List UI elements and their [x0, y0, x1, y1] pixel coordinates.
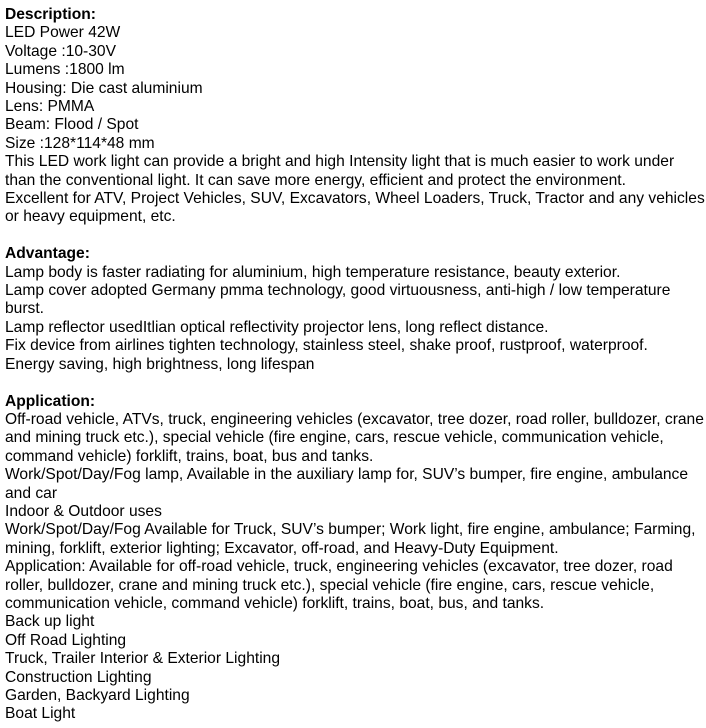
advantage-item: Lamp reflector usedItlian optical reflectivity projector lens, long reflect distance. [5, 318, 549, 336]
application-item: Truck, Trailer Interior & Exterior Lighting [5, 650, 281, 668]
application-item: Construction Lighting [5, 668, 152, 686]
application-item: Indoor & Outdoor uses [5, 502, 162, 520]
description-usage: Excellent for ATV, Project Vehicles, SUV, Excavators, Wheel Loaders, Truck, Tractor and any vehicles or heavy equipment, etc. [5, 190, 705, 226]
advantage-item: Lamp cover adopted Germany pmma technology, good virtuousness, anti-high / low temperature burst. [5, 282, 671, 318]
spec-beam: Beam: Flood / Spot [5, 116, 139, 134]
advantage-item: Energy saving, high brightness, long lifespan [5, 355, 315, 373]
application-item: Work/Spot/Day/Fog Available for Truck, SUV’s bumper; Work light, fire engine, ambulance; Farming, mining, forklift, exterior lighting; Excavator, off-road, and Heavy-Duty Equipment. [5, 521, 696, 557]
advantage-section [5, 245, 706, 374]
application-heading: Application: [5, 392, 96, 410]
description-section [5, 6, 706, 227]
advantage-heading: Advantage: [5, 245, 90, 263]
spec-lens: Lens: PMMA [5, 98, 95, 116]
advantage-item: Fix device from airlines tighten technology, stainless steel, shake proof, rustproof, waterproof. [5, 337, 648, 355]
spec-voltage: Voltage :10-30V [5, 42, 116, 60]
application-item: Garden, Backyard Lighting [5, 687, 190, 704]
advantage-item: Lamp body is faster radiating for aluminium, high temperature resistance, beauty exterior. [5, 263, 621, 281]
spec-lumens: Lumens :1800 lm [5, 61, 125, 79]
spec-size: Size :128*114*48 mm [5, 134, 155, 152]
application-item: Application: Available for off-road vehicle, truck, engineering vehicles (excavator, tree dozer, road roller, bulldozer, crane and mining truck etc.), special vehicle (fire engine, cars, rescue vehicle, communication vehicle, command vehicle) forklift, trains, boat, bus, and tanks. [5, 558, 673, 612]
application-item: Off-road vehicle, ATVs, truck, engineering vehicles (excavator, tree dozer, road roller, bulldozer, crane and mining truck etc.), special vehicle (fire engine, cars, rescue vehicle, communication vehicle, command vehicle) forklift, trains, boat, bus and tanks. [5, 410, 704, 465]
description-paragraph: This LED work light can provide a bright and high Intensity light that is much easier to work under than the conventional light. It can save more energy, efficient and protect the environment. [5, 153, 675, 189]
application-item: Off Road Lighting [5, 631, 127, 649]
spec-housing: Housing: Die cast aluminium [5, 79, 203, 97]
spec-led-power: LED Power 42W [5, 24, 121, 42]
description-heading: Description: [5, 6, 96, 23]
section-spacer [5, 227, 706, 245]
application-item: Work/Spot/Day/Fog lamp, Available in the auxiliary lamp for, SUV’s bumper, fire engine, ambulance and car [5, 466, 689, 502]
application-item: Boat Light [5, 705, 76, 723]
application-item: Back up light [5, 613, 95, 631]
application-section [5, 393, 706, 724]
section-spacer [5, 374, 706, 392]
